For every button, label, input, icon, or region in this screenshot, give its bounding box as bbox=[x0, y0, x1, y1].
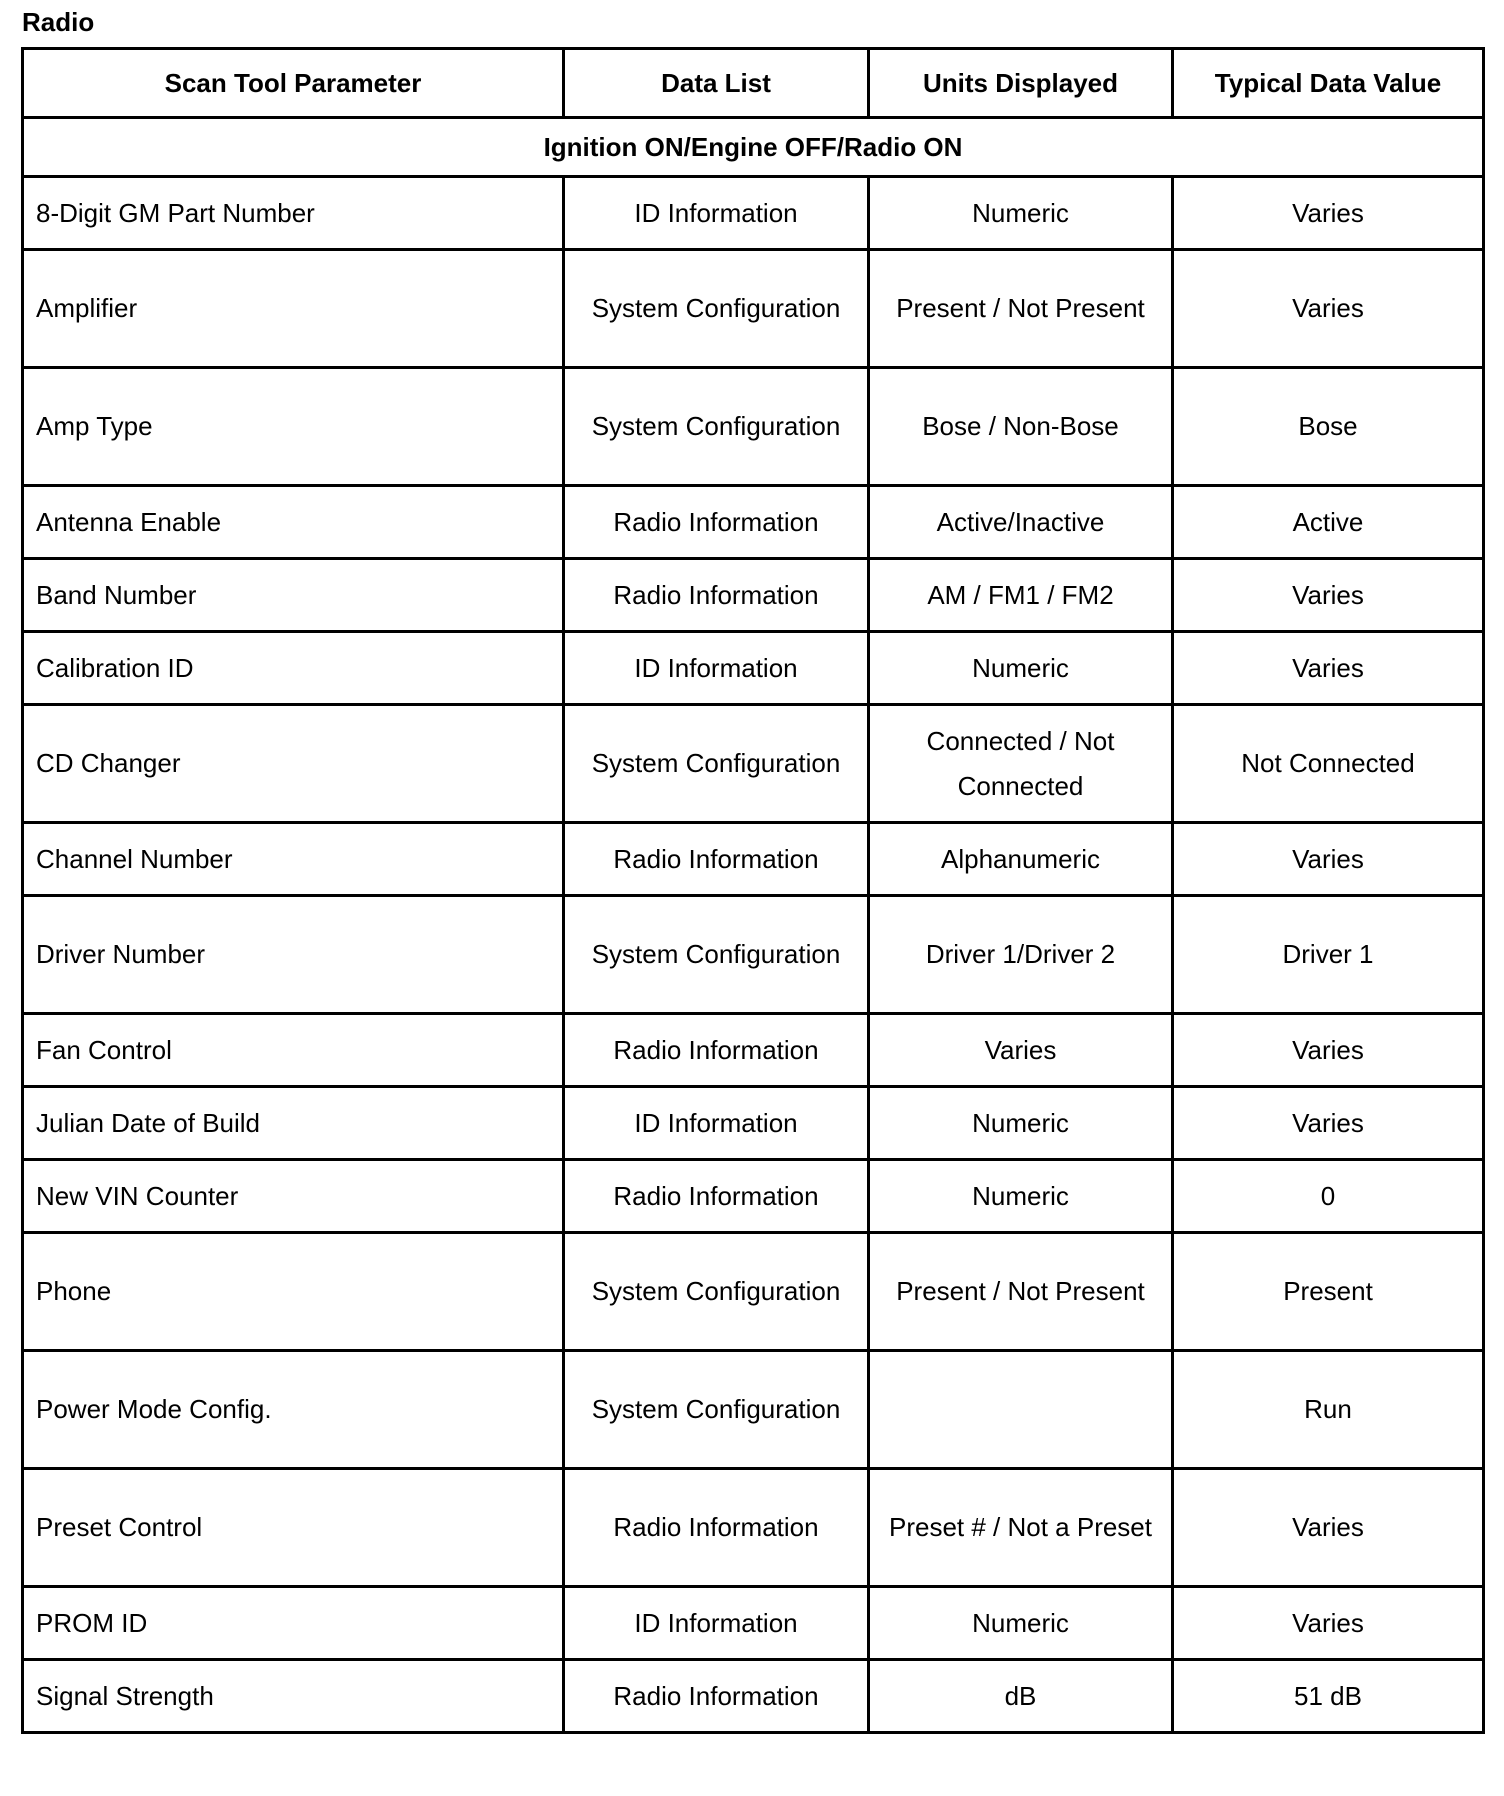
cell-typical-data-value: Present bbox=[1173, 1233, 1484, 1351]
cell-units-displayed: Present / Not Present bbox=[869, 1233, 1173, 1351]
cell-typical-data-value: Bose bbox=[1173, 368, 1484, 486]
table-row bbox=[23, 632, 1484, 705]
cell-typical-data-value: Varies bbox=[1173, 1087, 1484, 1160]
cell-data-list: Radio Information bbox=[564, 823, 869, 896]
cell-scan-tool-parameter: Julian Date of Build bbox=[23, 1087, 564, 1160]
cell-units-displayed: Active/Inactive bbox=[869, 486, 1173, 559]
cell-typical-data-value: Varies bbox=[1173, 559, 1484, 632]
table-row bbox=[23, 368, 1484, 486]
table-row bbox=[23, 1469, 1484, 1587]
table-row bbox=[23, 823, 1484, 896]
cell-data-list: Radio Information bbox=[564, 1660, 869, 1733]
cell-typical-data-value: Active bbox=[1173, 486, 1484, 559]
scan-tool-data-table bbox=[21, 47, 1485, 1734]
cell-typical-data-value: Driver 1 bbox=[1173, 896, 1484, 1014]
cell-scan-tool-parameter: Fan Control bbox=[23, 1014, 564, 1087]
cell-units-displayed: Varies bbox=[869, 1014, 1173, 1087]
table-row bbox=[23, 1660, 1484, 1733]
cell-units-displayed: Present / Not Present bbox=[869, 250, 1173, 368]
cell-units-displayed: AM / FM1 / FM2 bbox=[869, 559, 1173, 632]
table-row bbox=[23, 1014, 1484, 1087]
cell-scan-tool-parameter: Amplifier bbox=[23, 250, 564, 368]
cell-data-list: System Configuration bbox=[564, 1351, 869, 1469]
cell-typical-data-value: Varies bbox=[1173, 1587, 1484, 1660]
cell-typical-data-value: Varies bbox=[1173, 1014, 1484, 1087]
table-row bbox=[23, 896, 1484, 1014]
cell-units-displayed: Connected / Not Connected bbox=[869, 705, 1173, 823]
cell-typical-data-value: Varies bbox=[1173, 632, 1484, 705]
cell-data-list: System Configuration bbox=[564, 705, 869, 823]
cell-units-displayed: Driver 1/Driver 2 bbox=[869, 896, 1173, 1014]
cell-data-list: ID Information bbox=[564, 1587, 869, 1660]
cell-scan-tool-parameter: Amp Type bbox=[23, 368, 564, 486]
cell-units-displayed: dB bbox=[869, 1660, 1173, 1733]
cell-data-list: Radio Information bbox=[564, 559, 869, 632]
cell-units-displayed: Preset # / Not a Preset bbox=[869, 1469, 1173, 1587]
cell-typical-data-value: 51 dB bbox=[1173, 1660, 1484, 1733]
cell-typical-data-value: Varies bbox=[1173, 823, 1484, 896]
cell-data-list: System Configuration bbox=[564, 1233, 869, 1351]
cell-units-displayed: Numeric bbox=[869, 1160, 1173, 1233]
cell-units-displayed: Bose / Non-Bose bbox=[869, 368, 1173, 486]
cell-scan-tool-parameter: Driver Number bbox=[23, 896, 564, 1014]
table-row bbox=[23, 250, 1484, 368]
table-row bbox=[23, 177, 1484, 250]
cell-typical-data-value: Varies bbox=[1173, 250, 1484, 368]
table-row bbox=[23, 1087, 1484, 1160]
cell-data-list: System Configuration bbox=[564, 250, 869, 368]
cell-data-list: System Configuration bbox=[564, 368, 869, 486]
cell-typical-data-value: Varies bbox=[1173, 177, 1484, 250]
section-row bbox=[23, 118, 1484, 177]
cell-data-list: Radio Information bbox=[564, 486, 869, 559]
cell-data-list: ID Information bbox=[564, 177, 869, 250]
table-row bbox=[23, 705, 1484, 823]
cell-data-list: Radio Information bbox=[564, 1469, 869, 1587]
cell-scan-tool-parameter: CD Changer bbox=[23, 705, 564, 823]
cell-typical-data-value: Not Connected bbox=[1173, 705, 1484, 823]
cell-units-displayed bbox=[869, 1351, 1173, 1469]
cell-units-displayed: Numeric bbox=[869, 1087, 1173, 1160]
header-typical-data-value: Typical Data Value bbox=[1173, 49, 1484, 118]
cell-scan-tool-parameter: Phone bbox=[23, 1233, 564, 1351]
cell-data-list: Radio Information bbox=[564, 1160, 869, 1233]
cell-scan-tool-parameter: Signal Strength bbox=[23, 1660, 564, 1733]
cell-scan-tool-parameter: PROM ID bbox=[23, 1587, 564, 1660]
table-row bbox=[23, 1587, 1484, 1660]
cell-units-displayed: Numeric bbox=[869, 1587, 1173, 1660]
cell-units-displayed: Numeric bbox=[869, 632, 1173, 705]
cell-scan-tool-parameter: Preset Control bbox=[23, 1469, 564, 1587]
cell-scan-tool-parameter: Antenna Enable bbox=[23, 486, 564, 559]
cell-typical-data-value: Run bbox=[1173, 1351, 1484, 1469]
cell-units-displayed: Alphanumeric bbox=[869, 823, 1173, 896]
cell-scan-tool-parameter: 8-Digit GM Part Number bbox=[23, 177, 564, 250]
table-row bbox=[23, 486, 1484, 559]
table-row bbox=[23, 1351, 1484, 1469]
table-row bbox=[23, 559, 1484, 632]
table-row bbox=[23, 1160, 1484, 1233]
document-title: Radio bbox=[22, 7, 95, 37]
cell-units-displayed: Numeric bbox=[869, 177, 1173, 250]
cell-scan-tool-parameter: Channel Number bbox=[23, 823, 564, 896]
cell-data-list: System Configuration bbox=[564, 896, 869, 1014]
cell-scan-tool-parameter: Calibration ID bbox=[23, 632, 564, 705]
header-row bbox=[23, 49, 1484, 118]
section-label: Ignition ON/Engine OFF/Radio ON bbox=[23, 118, 1484, 177]
cell-scan-tool-parameter: Band Number bbox=[23, 559, 564, 632]
header-units-displayed: Units Displayed bbox=[869, 49, 1173, 118]
cell-data-list: Radio Information bbox=[564, 1014, 869, 1087]
cell-typical-data-value: Varies bbox=[1173, 1469, 1484, 1587]
cell-scan-tool-parameter: Power Mode Config. bbox=[23, 1351, 564, 1469]
cell-data-list: ID Information bbox=[564, 1087, 869, 1160]
header-data-list: Data List bbox=[564, 49, 869, 118]
cell-typical-data-value: 0 bbox=[1173, 1160, 1484, 1233]
table-row bbox=[23, 1233, 1484, 1351]
header-scan-tool-parameter: Scan Tool Parameter bbox=[23, 49, 564, 118]
cell-data-list: ID Information bbox=[564, 632, 869, 705]
cell-scan-tool-parameter: New VIN Counter bbox=[23, 1160, 564, 1233]
